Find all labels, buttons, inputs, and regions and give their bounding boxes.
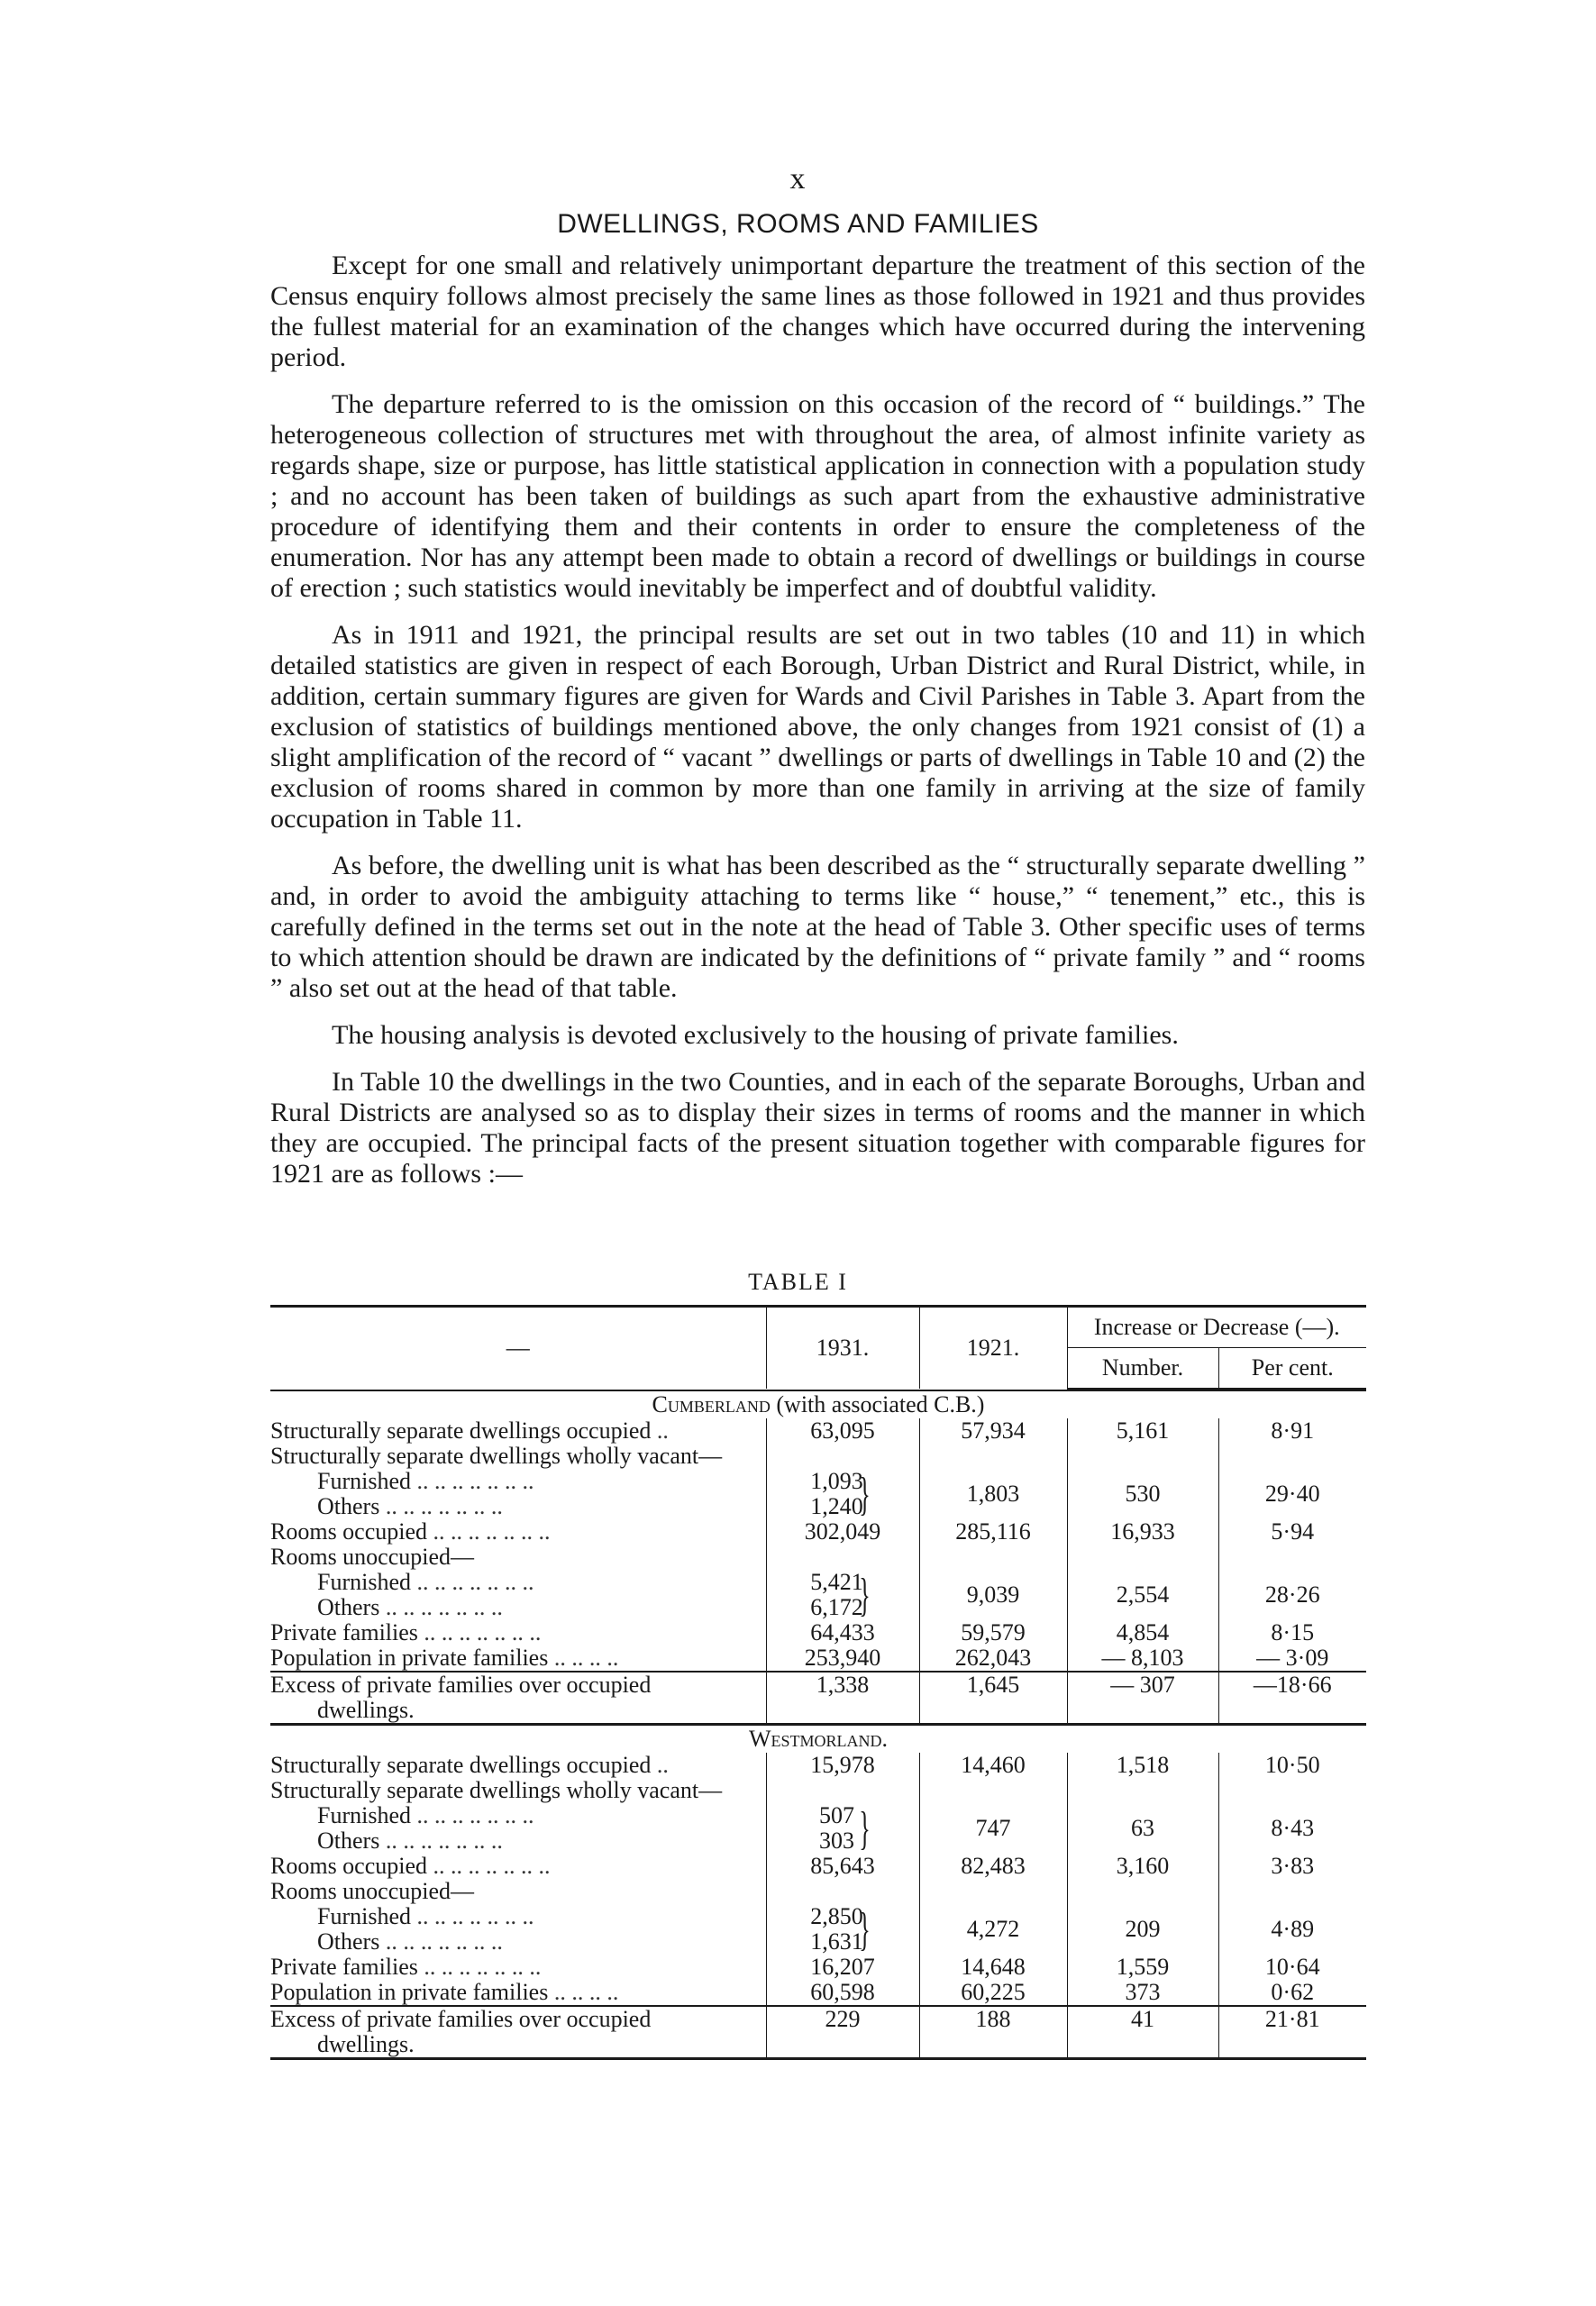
- row-label: Furnished: [317, 1570, 411, 1595]
- paragraph: In Table 10 the dwellings in the two Counties, and in each of the separate Boroughs, Urban and Rural Districts are analysed so as to display their sizes in terms of rooms and the manner in which they are occupied. The principal facts of the present situation together with comparable figures for 1921 are as follows :—: [270, 1067, 1365, 1189]
- cell-percent: 21·81: [1218, 2006, 1366, 2059]
- cell-1931: 16,207: [766, 1955, 919, 1980]
- cell-percent: 8·15: [1218, 1620, 1366, 1645]
- leader-dots: .. .. .. .. .. .. ..: [411, 1904, 534, 1929]
- row-label: Private families: [270, 1955, 418, 1980]
- row-label: Structurally separate dwellings wholly vacant—: [270, 1778, 723, 1803]
- section-title: DWELLINGS, ROOMS AND FAMILIES: [557, 209, 1039, 239]
- cell-number: 3,160: [1067, 1854, 1218, 1879]
- table-row-excess: [270, 1672, 1366, 1725]
- leader-dots: .. .. .. .. .. .. ..: [379, 1494, 503, 1519]
- table-row: [270, 1418, 1366, 1444]
- cell-percent: 8·91: [1218, 1418, 1366, 1444]
- row-label: Furnished: [317, 1803, 411, 1828]
- cell-number: 16,933: [1067, 1519, 1218, 1545]
- cell-percent: 28·26: [1218, 1570, 1366, 1620]
- body-text: [270, 251, 1365, 1206]
- cell-1931-furnished: 5,421: [810, 1569, 863, 1595]
- paragraph: The housing analysis is devoted exclusively to the housing of private families.: [332, 1020, 1179, 1050]
- cell-number: 4,854: [1067, 1620, 1218, 1645]
- leader-dots: .. .. .. ..: [548, 1645, 619, 1671]
- table-row: [270, 1469, 1366, 1494]
- table-row: [270, 1854, 1366, 1879]
- cell-1931: 253,940: [766, 1645, 919, 1672]
- cell-1931: 15,978: [766, 1753, 919, 1778]
- row-label-continued: dwellings.: [317, 2031, 415, 2057]
- group-caption: Cumberland: [652, 1391, 771, 1417]
- cell-number: 530: [1067, 1469, 1218, 1519]
- cell-number: — 8,103: [1067, 1645, 1218, 1672]
- leader-dots: .. .. .. .. .. .. ..: [411, 1803, 534, 1828]
- row-label: Structurally separate dwellings occupied: [270, 1418, 652, 1444]
- table-row: [270, 1444, 1366, 1469]
- table-row: [270, 1620, 1366, 1645]
- table-row: [270, 1545, 1366, 1570]
- cell-1931: 64,433: [766, 1620, 919, 1645]
- cell-number: 63: [1067, 1803, 1218, 1854]
- paragraph: As in 1911 and 1921, the principal results are set out in two tables (10 and 11) in which detailed statistics are given in respect of each Borough, Urban District and Rural District, while, in addition, certain summary figures are given for Wards and Civil Parishes in Table 3. Apart from the exclusion of statistics of buildings mentioned above, the only changes from 1921 consist of (1) a slight amplification of the record of “ vacant ” dwellings or parts of dwellings in Table 10 and (2) the exclusion of rooms shared in common by more than one family in arriving at the size of family occupation in Table 11.: [270, 620, 1365, 834]
- table-row: [270, 1803, 1366, 1828]
- cell-1921: 747: [919, 1803, 1067, 1854]
- cell-percent: — 3·09: [1218, 1645, 1366, 1672]
- cell-1931-furnished: 2,850: [810, 1903, 863, 1929]
- leader-dots: .. .. .. .. .. .. ..: [411, 1469, 534, 1494]
- cell-1931: 60,598: [766, 1980, 919, 2006]
- row-label: Furnished: [317, 1469, 411, 1494]
- row-label: Private families: [270, 1620, 418, 1645]
- cell-1921: 4,272: [919, 1904, 1067, 1955]
- brace-glyph: }: [858, 1904, 871, 1955]
- row-label: Population in private families: [270, 1980, 549, 2005]
- cell-number: 373: [1067, 1980, 1218, 2006]
- cell-number: 2,554: [1067, 1570, 1218, 1620]
- cell-1931: 302,049: [766, 1519, 919, 1545]
- cell-percent: 29·40: [1218, 1469, 1366, 1519]
- row-label: Others: [317, 1494, 380, 1519]
- cell-1931: 63,095: [766, 1418, 919, 1444]
- cell-1921: 285,116: [919, 1519, 1067, 1545]
- cell-1921: 188: [919, 2006, 1067, 2059]
- cell-percent: 4·89: [1218, 1904, 1366, 1955]
- leader-dots: .. .. .. .. .. .. ..: [417, 1620, 542, 1645]
- cell-1931-others: 1,240: [810, 1493, 863, 1519]
- leader-dots: .. .. .. .. .. .. ..: [379, 1595, 503, 1620]
- leader-dots: .. .. .. ..: [548, 1980, 619, 2005]
- row-label: Others: [317, 1595, 380, 1620]
- leader-dots: ..: [651, 1753, 669, 1778]
- paragraph: As before, the dwelling unit is what has been described as the “ structurally separate dwelling ” and, in order to avoid the ambiguity attaching to terms like “ house,” “ tenement,” etc., this is carefully defined in the terms set out in the note at the head of Table 3. Other specific uses of terms to which attention should be drawn are indicated by the definitions of “ private family ” and “ rooms ” also set out at the head of that table.: [270, 851, 1365, 1003]
- cell-1931-furnished: 1,093: [810, 1468, 863, 1494]
- brace-glyph: }: [858, 1570, 871, 1621]
- cell-percent: —18·66: [1218, 1672, 1366, 1725]
- row-label: Furnished: [317, 1904, 411, 1929]
- table-row: [270, 1904, 1366, 1929]
- row-label: Rooms unoccupied—: [270, 1545, 475, 1570]
- cell-number: 41: [1067, 2006, 1218, 2059]
- header-dash: —: [270, 1307, 766, 1390]
- leader-dots: .. .. .. .. .. .. ..: [417, 1955, 542, 1980]
- leader-dots: .. .. .. .. .. .. ..: [427, 1854, 551, 1879]
- paragraph: The departure referred to is the omission on this occasion of the record of “ buildings.” The heterogeneous collection of structures met with throughout the area, of almost infinite variety as regards shape, size or purpose, has little statistical application in connection with a population study ; and no account has been taken of buildings as such apart from the exhaustive administrative procedure of identifying them and their contents in order to ensure the completeness of the enumeration. Nor has any attempt been made to obtain a record of dwellings or buildings in course of erection ; such statistics would inevitably be imperfect and of doubtful validity.: [270, 389, 1365, 603]
- cell-1921: 57,934: [919, 1418, 1067, 1444]
- cell-1921: 1,803: [919, 1469, 1067, 1519]
- table-caption: TABLE I: [748, 1269, 848, 1295]
- cell-percent: 10·64: [1218, 1955, 1366, 1980]
- table-row: [270, 1980, 1366, 2006]
- header-1921: 1921.: [919, 1307, 1067, 1390]
- cell-percent: 8·43: [1218, 1803, 1366, 1854]
- row-label: Excess of private families over occupied: [270, 1672, 652, 1698]
- row-label: Others: [317, 1929, 380, 1955]
- table-row: [270, 1519, 1366, 1545]
- brace-glyph: }: [858, 1469, 871, 1520]
- cell-1931-others: 303: [819, 1827, 854, 1854]
- header-change: Increase or Decrease (—).: [1067, 1307, 1366, 1348]
- row-label: Population in private families: [270, 1645, 549, 1671]
- row-label: Others: [317, 1828, 380, 1854]
- header-percent: Per cent.: [1218, 1348, 1366, 1390]
- cell-number: 209: [1067, 1904, 1218, 1955]
- leader-dots: .. .. .. .. .. .. ..: [379, 1929, 503, 1955]
- leader-dots: .. .. .. .. .. .. ..: [411, 1570, 534, 1595]
- row-label: Rooms occupied: [270, 1854, 428, 1879]
- cell-1931-others: 6,172: [810, 1594, 863, 1620]
- cell-percent: 0·62: [1218, 1980, 1366, 2006]
- cell-1931-furnished: 507: [819, 1802, 854, 1828]
- census-table: [270, 1305, 1366, 2060]
- row-label: Excess of private families over occupied: [270, 2006, 652, 2032]
- table-row: [270, 1778, 1366, 1803]
- paragraph: Except for one small and relatively unimportant departure the treatment of this section of the Census enquiry follows almost precisely the same lines as those followed in 1921 and thus provides the fullest material for an examination of the changes which have occurred during the intervening period.: [270, 251, 1365, 372]
- row-label: Rooms occupied: [270, 1519, 428, 1545]
- row-label: Structurally separate dwellings wholly vacant—: [270, 1444, 723, 1469]
- cell-percent: 10·50: [1218, 1753, 1366, 1778]
- table-row: [270, 1645, 1366, 1672]
- group-caption-row: [270, 1390, 1366, 1418]
- group-caption-suffix: (with associated C.B.): [770, 1391, 985, 1417]
- cell-number: — 307: [1067, 1672, 1218, 1725]
- cell-1921: 9,039: [919, 1570, 1067, 1620]
- cell-1921: 14,648: [919, 1955, 1067, 1980]
- cell-number: 1,559: [1067, 1955, 1218, 1980]
- cell-percent: 3·83: [1218, 1854, 1366, 1879]
- table-rule: [270, 2059, 1366, 2061]
- row-label: Structurally separate dwellings occupied: [270, 1753, 652, 1778]
- cell-1931: 85,643: [766, 1854, 919, 1879]
- table-row: [270, 1955, 1366, 1980]
- leader-dots: .. .. .. .. .. .. ..: [379, 1828, 503, 1854]
- cell-1931: 1,338: [766, 1672, 919, 1725]
- cell-percent: 5·94: [1218, 1519, 1366, 1545]
- cell-number: 1,518: [1067, 1753, 1218, 1778]
- cell-1921: 60,225: [919, 1980, 1067, 2006]
- group-caption-row: [270, 1726, 1366, 1753]
- row-label-continued: dwellings.: [317, 1697, 415, 1723]
- leader-dots: ..: [651, 1418, 669, 1444]
- header-number: Number.: [1067, 1348, 1218, 1390]
- leader-dots: .. .. .. .. .. .. ..: [427, 1519, 551, 1545]
- page-number: x: [789, 162, 807, 196]
- group-caption: Westmorland.: [748, 1726, 889, 1752]
- cell-number: 5,161: [1067, 1418, 1218, 1444]
- cell-1921: 1,645: [919, 1672, 1067, 1725]
- row-label: Rooms unoccupied—: [270, 1879, 475, 1904]
- cell-1921: 59,579: [919, 1620, 1067, 1645]
- cell-1921: 14,460: [919, 1753, 1067, 1778]
- table-row: [270, 1570, 1366, 1595]
- cell-1931: 229: [766, 2006, 919, 2059]
- table-row-excess: [270, 2006, 1366, 2059]
- table-row: [270, 1879, 1366, 1904]
- header-1931: 1931.: [766, 1307, 919, 1390]
- table-row: [270, 1753, 1366, 1778]
- cell-1921: 82,483: [919, 1854, 1067, 1879]
- cell-1921: 262,043: [919, 1645, 1067, 1672]
- brace-glyph: }: [858, 1803, 871, 1855]
- cell-1931-others: 1,631: [810, 1928, 863, 1955]
